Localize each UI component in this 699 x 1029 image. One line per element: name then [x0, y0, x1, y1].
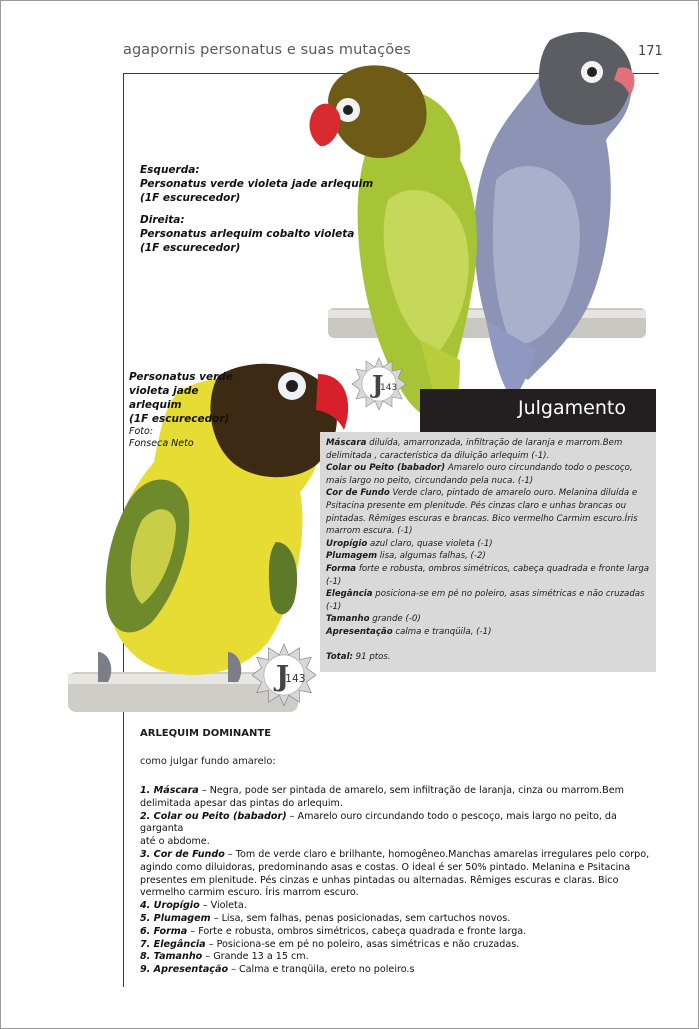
criteria-item: 1. Máscara – Negra, pode ser pintada de amarelo, sem infiltração de laranja, cinza ou marrom.Bem delimitada apesar das pintas do arlequim.	[140, 785, 624, 809]
judging-desc: Psitacina presente em plenitude. Pés cinzas claro e unhas brancas ou	[326, 500, 627, 511]
judging-desc: mais largo no peito, circundando pela nuca. (-1)	[326, 475, 534, 486]
judging-line	[326, 450, 650, 463]
caption-top-line: Personatus arlequim cobalto violeta	[140, 228, 355, 240]
judging-line	[326, 513, 650, 526]
caption-top-line: Esquerda:	[140, 164, 200, 176]
criteria-list	[140, 785, 655, 977]
judging-desc: (-1)	[326, 601, 342, 612]
judging-desc: Verde claro, pintado de amarelo ouro. Melanina diluída e	[389, 488, 638, 499]
caption-side-line: Personatus verde	[129, 371, 233, 383]
judging-line	[326, 525, 650, 538]
judging-term: Uropígio	[326, 538, 368, 549]
section-heading: ARLEQUIM DOMINANTE	[140, 728, 272, 739]
judging-term: Elegância	[326, 589, 373, 600]
judging-total	[326, 651, 650, 664]
judging-line	[326, 563, 650, 576]
judging-desc: calma e tranqüila, (-1)	[392, 626, 492, 637]
judging-term: Tamanho	[326, 614, 370, 625]
judging-desc: diluída, amarronzada, infiltração de laranja e marrom.Bem	[366, 438, 623, 448]
judging-total-value: 91 ptos.	[352, 651, 391, 662]
judging-desc: azul claro, quase violeta (-1)	[367, 538, 493, 549]
badge-letter: J	[275, 658, 290, 693]
judging-title: Julgamento	[518, 397, 626, 419]
photo-label: Foto:	[129, 426, 154, 437]
criteria-item: 8. Tamanho – Grande 13 a 15 cm.	[140, 951, 309, 963]
judging-line	[326, 437, 650, 450]
judging-line	[326, 538, 650, 551]
judging-desc: forte e robusta, ombros simétricos, cabeça quadrada e fronte larga	[356, 563, 650, 574]
judging-desc: delimitada , característica da diluição arlequim (-1).	[326, 450, 550, 461]
judging-line	[326, 613, 650, 626]
judging-desc: (-1)	[326, 576, 342, 587]
judging-line	[326, 588, 650, 601]
caption-top	[140, 163, 373, 255]
judging-term: Colar ou Peito (babador)	[326, 463, 446, 474]
judging-line	[326, 487, 650, 500]
judging-desc: marrom escura. (-1)	[326, 526, 413, 537]
judging-criteria	[326, 437, 650, 663]
judging-term: Forma	[326, 563, 357, 574]
caption-top-line: Direita:	[140, 214, 185, 226]
judging-line	[326, 500, 650, 513]
judging-line	[326, 550, 650, 563]
judging-line	[326, 626, 650, 639]
judging-badge-icon	[252, 643, 316, 707]
photo-author: Fonseca Neto	[129, 438, 194, 449]
judging-line	[326, 576, 650, 589]
running-header-title: agapornis personatus e suas mutações	[123, 42, 411, 58]
caption-side-line: (1F escurecedor)	[129, 413, 230, 425]
judging-desc: pintadas. Rêmiges escuras e brancas. Bico vermelho Carmim escuro.Íris	[326, 513, 638, 524]
judging-total-label: Total:	[326, 651, 353, 662]
judging-desc: Amarelo ouro circundando todo o pescoço,	[445, 463, 633, 474]
caption-side-line: violeta jade	[129, 385, 199, 397]
judging-line	[326, 462, 650, 475]
judging-term: Cor de Fundo	[326, 488, 390, 499]
caption-side	[129, 370, 233, 450]
criteria-item: 3. Cor de Fundo – Tom de verde claro e brilhante, homogêneo.Manchas amarelas irregulares pelo corpo, agindo como diluidoras, predominando asas e costas. O ideal é ser 50% pintado. Melanina e Psitacina presentes em plenitude. Pés cinzas e unhas pintadas ou alternadas. Rêmiges escuras e claras. Bico vermelho carmim escuro. Íris marrom escuro.	[140, 848, 650, 899]
judging-desc: lisa, algumas falhas, (-2)	[377, 551, 486, 562]
judging-badge-icon	[352, 357, 406, 411]
criteria-item: 7. Elegância – Posiciona-se em pé no poleiro, asas simétricas e não cruzadas.	[140, 938, 520, 950]
section-intro: como julgar fundo amarelo:	[140, 756, 276, 767]
judging-term: Máscara	[326, 438, 367, 448]
criteria-item: 4. Uropígio – Violeta.	[140, 900, 247, 912]
caption-top-line: (1F escurecedor)	[140, 192, 241, 204]
badge-number: 143	[380, 383, 398, 393]
judging-term: Plumagem	[326, 551, 378, 562]
judging-term: Apresentação	[326, 626, 393, 637]
badge-number: 143	[285, 672, 306, 686]
page-number: 171	[638, 44, 663, 59]
caption-top-line: Personatus verde violeta jade arlequim	[140, 178, 374, 190]
badge-letter: J	[372, 370, 384, 399]
judging-desc: grande (-0)	[369, 614, 421, 625]
judging-desc: posiciona-se em pé no poleiro, asas simétricas e não cruzadas	[372, 589, 645, 600]
caption-side-line: arlequim	[129, 399, 182, 411]
criteria-item: 9. Apresentação – Calma e tranqüila, ereto no poleiro.s	[140, 964, 415, 976]
criteria-item: 5. Plumagem – Lisa, sem falhas, penas posicionadas, sem cartuchos novos.	[140, 912, 511, 924]
criteria-item: 2. Colar ou Peito (babador) – Amarelo ouro circundando todo o pescoço, mais largo no peito, da garganta até o abdome.	[140, 810, 617, 848]
judging-line	[326, 601, 650, 614]
criteria-item: 6. Forma – Forte e robusta, ombros simétricos, cabeça quadrada e fronte larga.	[140, 925, 527, 937]
judging-line	[326, 475, 650, 488]
caption-top-line: (1F escurecedor)	[140, 242, 241, 254]
